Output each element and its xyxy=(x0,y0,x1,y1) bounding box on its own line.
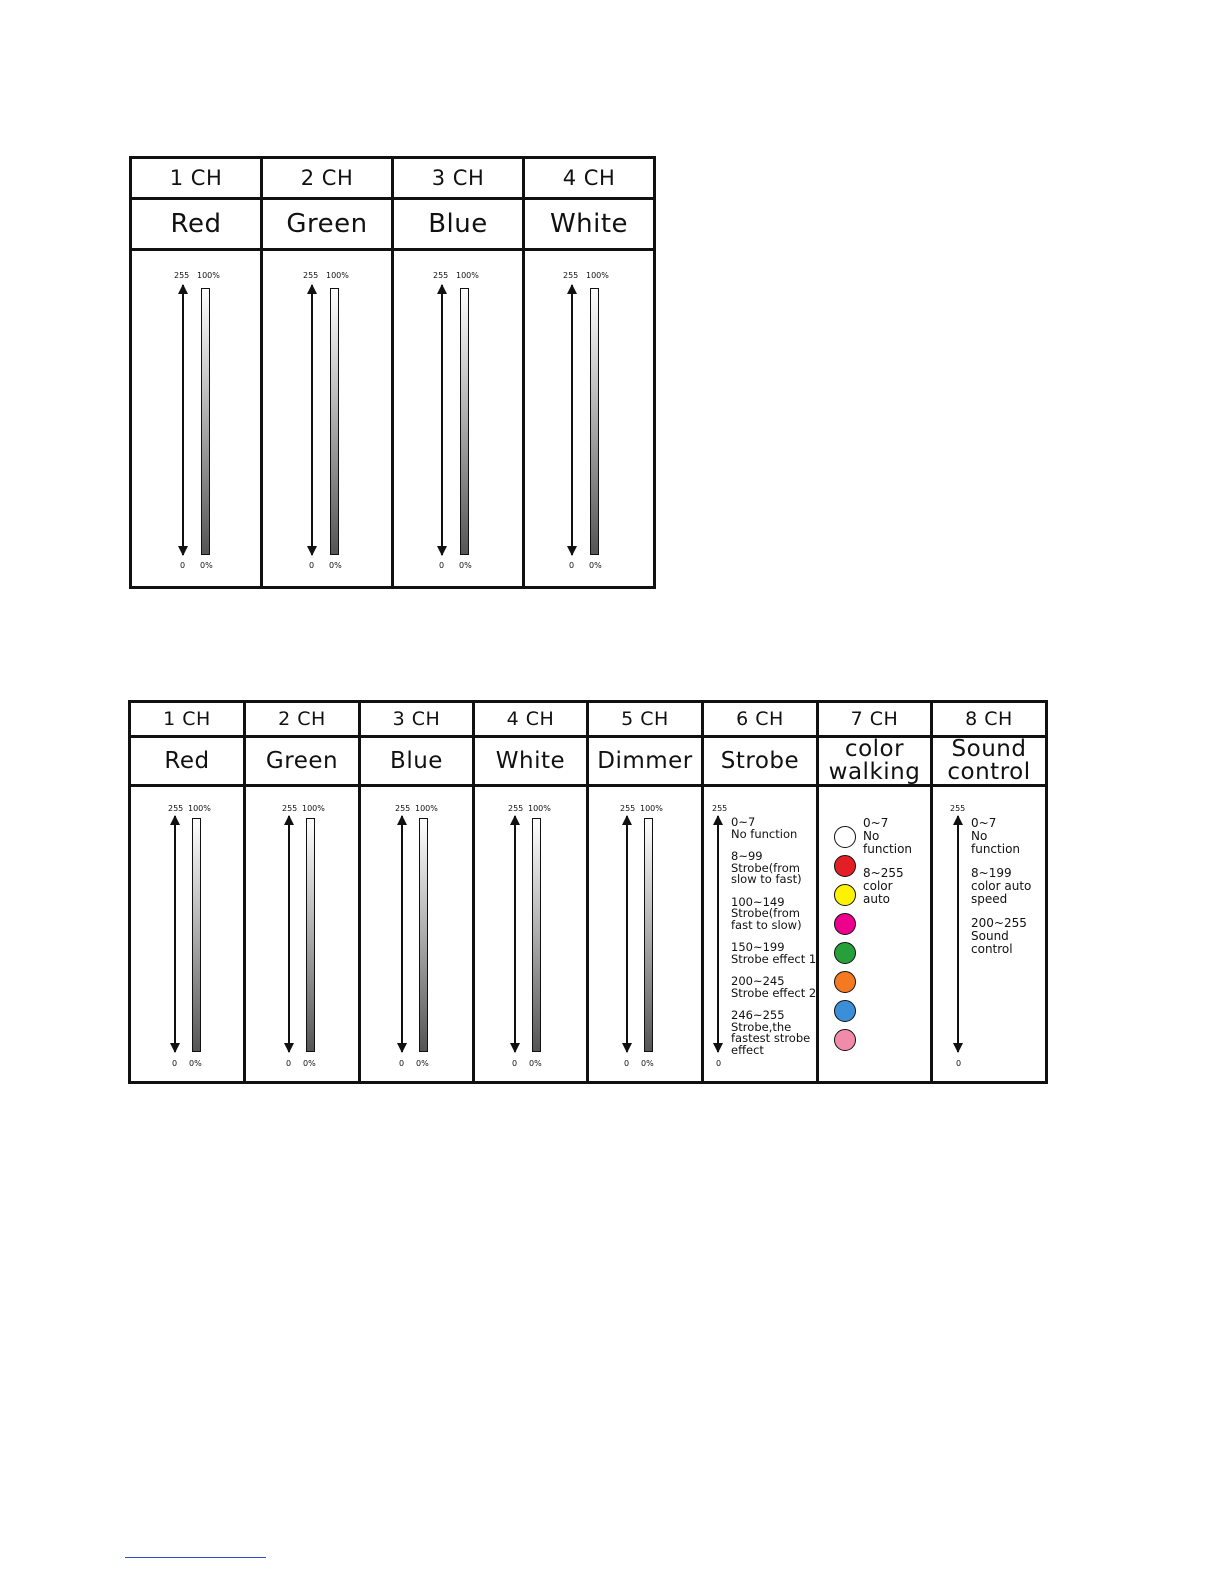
scale-min-value: 0 xyxy=(624,1059,630,1068)
function-text: Strobe,the fastest strobe effect xyxy=(731,1019,811,1057)
function-text: color auto speed xyxy=(971,879,1032,906)
channel-name: Green xyxy=(262,199,393,250)
color-swatch xyxy=(834,913,856,935)
dmx-range: 246~255 xyxy=(731,1008,785,1022)
scale-max-value: 255 xyxy=(168,804,184,813)
channel-name: color walking xyxy=(818,737,932,786)
dmx-range: 8~99 xyxy=(731,849,763,863)
level-gradient-bar xyxy=(306,818,315,1052)
dmx-range: 200~255 xyxy=(971,916,1027,930)
color-walking-function-list xyxy=(863,817,923,917)
channel-number: 2 CH xyxy=(262,158,393,199)
scale-min-percent: 0% xyxy=(303,1059,316,1068)
channel-name: Green xyxy=(245,737,360,786)
function-entry xyxy=(971,817,1041,856)
range-arrow-icon xyxy=(401,816,403,1052)
color-walking-cell xyxy=(818,786,932,1083)
channel-name: Dimmer xyxy=(588,737,703,786)
function-text: No function xyxy=(863,829,913,856)
scale-min-percent: 0% xyxy=(329,561,342,570)
range-arrow-icon xyxy=(571,285,573,555)
channel-fader-cell xyxy=(262,250,393,588)
level-gradient-bar xyxy=(192,818,201,1052)
scale-min-value: 0 xyxy=(309,561,315,570)
scale-max-percent: 100% xyxy=(586,271,609,280)
channel-number: 1 CH xyxy=(130,702,245,737)
channel-name: Red xyxy=(130,737,245,786)
channel-number: 5 CH xyxy=(588,702,703,737)
scale-min-value: 0 xyxy=(569,561,575,570)
dmx-range: 8~199 xyxy=(971,866,1012,880)
dmx-8ch-table xyxy=(128,700,1048,1084)
channel-number: 2 CH xyxy=(245,702,360,737)
level-gradient-bar xyxy=(419,818,428,1052)
range-arrow-icon xyxy=(626,816,628,1052)
channel-fader-cell xyxy=(131,250,262,588)
scale-min-value: 0 xyxy=(512,1059,518,1068)
scale-max-value: 255 xyxy=(508,804,524,813)
scale-max-value: 255 xyxy=(620,804,636,813)
dmx-4ch-table xyxy=(129,156,656,589)
color-swatch xyxy=(834,942,856,964)
color-swatch xyxy=(834,971,856,993)
scale-max-percent: 100% xyxy=(188,804,211,813)
channel-number: 4 CH xyxy=(524,158,655,199)
channel-name: Sound control xyxy=(932,737,1047,786)
channel-number: 3 CH xyxy=(360,702,474,737)
channel-name: Blue xyxy=(360,737,474,786)
scale-min-percent: 0% xyxy=(589,561,602,570)
channel-fader-cell xyxy=(393,250,524,588)
color-swatch xyxy=(834,826,856,848)
scale-min-percent: 0% xyxy=(200,561,213,570)
function-text: No function xyxy=(971,829,1021,856)
level-gradient-bar xyxy=(460,288,469,555)
scale-max-percent: 100% xyxy=(456,271,479,280)
function-text: Strobe effect 2 xyxy=(731,985,817,1000)
range-arrow-icon xyxy=(311,285,313,555)
scale-max-value: 255 xyxy=(174,271,190,280)
scale-max-percent: 100% xyxy=(326,271,349,280)
sound-control-cell xyxy=(932,786,1047,1083)
scale-max-value: 255 xyxy=(395,804,411,813)
scale-min-value: 0 xyxy=(439,561,445,570)
dmx-range: 8~255 xyxy=(863,866,904,880)
level-gradient-bar xyxy=(330,288,339,555)
scale-min-percent: 0% xyxy=(641,1059,654,1068)
dmx-range: 100~149 xyxy=(731,894,785,909)
channel-number: 6 CH xyxy=(703,702,818,737)
scale-max-percent: 100% xyxy=(197,271,220,280)
scale-max-value: 255 xyxy=(563,271,579,280)
level-gradient-bar xyxy=(644,818,653,1052)
function-text: Strobe effect 1 xyxy=(731,951,817,966)
scale-max-value: 255 xyxy=(712,804,728,813)
dmx-range: 0~7 xyxy=(731,815,756,829)
channel-fader-cell xyxy=(474,786,588,1083)
footer-rule xyxy=(125,1557,266,1558)
scale-max-value: 255 xyxy=(950,804,966,813)
channel-fader-cell xyxy=(360,786,474,1083)
scale-max-percent: 100% xyxy=(302,804,325,813)
scale-min-value: 0 xyxy=(399,1059,405,1068)
level-gradient-bar xyxy=(590,288,599,555)
scale-min-value: 0 xyxy=(286,1059,292,1068)
channel-fader-cell xyxy=(245,786,360,1083)
function-entry xyxy=(971,867,1041,906)
channel-number: 4 CH xyxy=(474,702,588,737)
range-arrow-icon xyxy=(957,816,959,1052)
function-entry xyxy=(731,817,816,840)
function-text: Strobe(from slow to fast) xyxy=(731,860,802,886)
channel-number: 8 CH xyxy=(932,702,1047,737)
channel-fader-cell xyxy=(588,786,703,1083)
scale-max-value: 255 xyxy=(282,804,298,813)
strobe-cell xyxy=(703,786,818,1083)
channel-name: Red xyxy=(131,199,262,250)
scale-min-percent: 0% xyxy=(529,1059,542,1068)
dmx-range: 0~7 xyxy=(971,816,997,830)
function-text: color auto xyxy=(863,879,893,906)
dmx-range: 0~7 xyxy=(863,816,889,830)
scale-max-value: 255 xyxy=(433,271,449,280)
channel-number: 7 CH xyxy=(818,702,932,737)
channel-name: Strobe xyxy=(703,737,818,786)
color-swatch xyxy=(834,884,856,906)
channel-name: White xyxy=(474,737,588,786)
scale-min-value: 0 xyxy=(172,1059,178,1068)
scale-min-percent: 0% xyxy=(459,561,472,570)
range-arrow-icon xyxy=(717,816,719,1052)
scale-max-percent: 100% xyxy=(415,804,438,813)
range-arrow-icon xyxy=(288,816,290,1052)
color-swatch xyxy=(834,855,856,877)
range-arrow-icon xyxy=(182,285,184,555)
function-entry xyxy=(863,867,923,906)
level-gradient-bar xyxy=(201,288,210,555)
channel-number: 3 CH xyxy=(393,158,524,199)
channel-number: 1 CH xyxy=(131,158,262,199)
range-arrow-icon xyxy=(174,816,176,1052)
color-swatch xyxy=(834,1000,856,1022)
scale-min-percent: 0% xyxy=(416,1059,429,1068)
function-entry xyxy=(731,976,816,999)
function-entry xyxy=(971,917,1041,956)
function-entry xyxy=(731,894,816,932)
scale-min-value: 0 xyxy=(180,561,186,570)
channel-fader-cell xyxy=(524,250,655,588)
dmx-range: 200~245 xyxy=(731,974,785,988)
channel-name: Blue xyxy=(393,199,524,250)
function-text: Sound control xyxy=(971,929,1013,956)
function-entry xyxy=(731,1010,816,1056)
scale-min-value: 0 xyxy=(716,1059,722,1068)
function-entry xyxy=(731,942,816,965)
range-arrow-icon xyxy=(441,285,443,555)
function-text: No function xyxy=(731,826,798,841)
sound-function-list xyxy=(971,817,1041,967)
function-entry xyxy=(731,851,816,886)
scale-min-value: 0 xyxy=(956,1059,962,1068)
channel-fader-cell xyxy=(130,786,245,1083)
range-arrow-icon xyxy=(514,816,516,1052)
scale-min-percent: 0% xyxy=(189,1059,202,1068)
level-gradient-bar xyxy=(532,818,541,1052)
scale-max-value: 255 xyxy=(303,271,319,280)
strobe-function-list xyxy=(731,817,816,1067)
function-entry xyxy=(863,817,923,856)
scale-max-percent: 100% xyxy=(528,804,551,813)
function-text: Strobe(from fast to slow) xyxy=(731,906,802,932)
channel-name: White xyxy=(524,199,655,250)
dmx-range: 150~199 xyxy=(731,940,785,954)
color-swatch xyxy=(834,1029,856,1051)
scale-max-percent: 100% xyxy=(640,804,663,813)
